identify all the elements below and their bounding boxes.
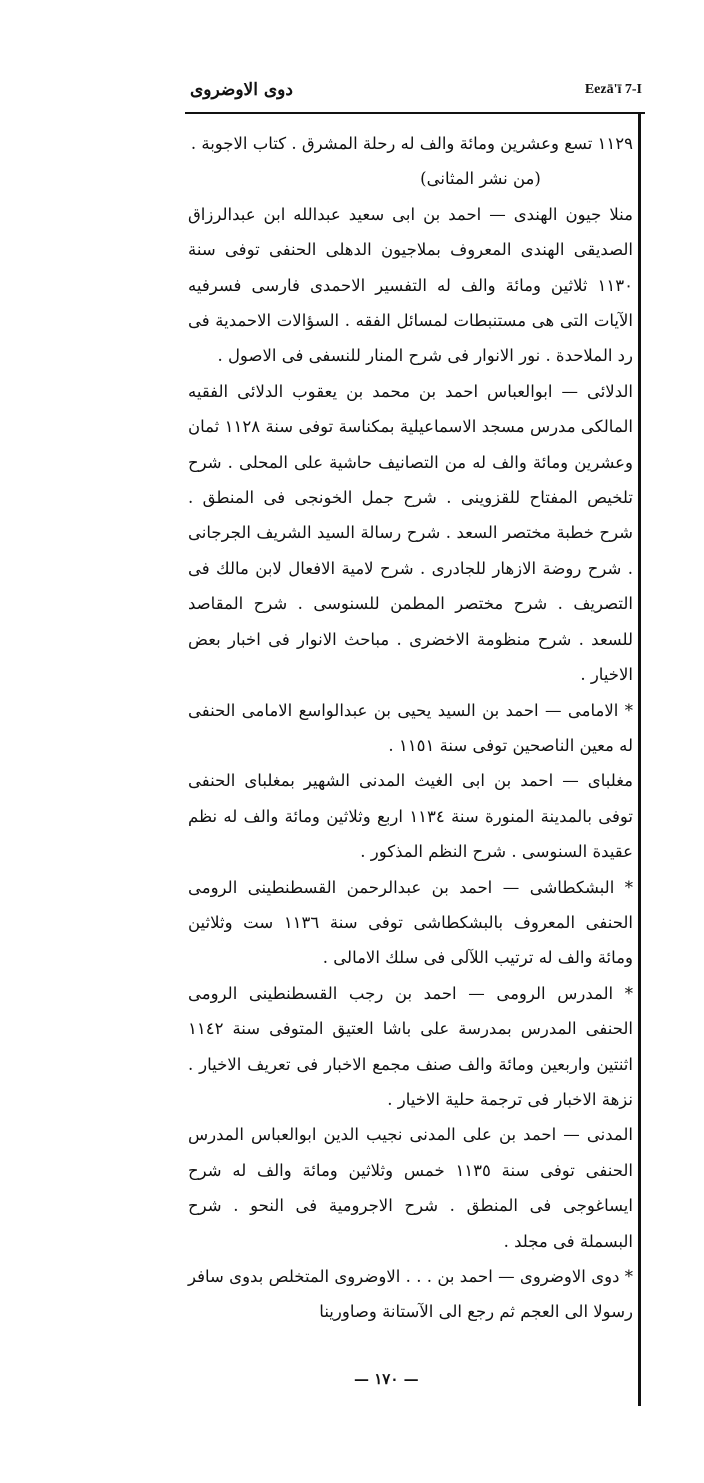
entries-text <box>188 126 633 1330</box>
page-header <box>190 80 642 108</box>
entry-paragraph: المدنى — احمد بن على المدنى نجيب الدين ابوالعباس المدرس الحنفى توفى سنة ١١٣٥ خمس وثلاثين ومائة والف له شرح ايساغوجى فى المنطق . شرح الاجرومية فى النحو . شرح البسملة فى مجلد . <box>188 1125 634 1251</box>
margin-rule <box>638 114 641 1406</box>
header-rule <box>185 112 645 114</box>
entry-paragraph: مغلباى — احمد بن ابى الغيث المدنى الشهير بمغلباى الحنفى توفى بالمدينة المنورة سنة ١١٣٤ اربع وثلاثين ومائة والف له نظم عقيدة السنوسى . شرح النظم المذكور . <box>188 771 633 862</box>
entry-paragraph: * الامامى — احمد بن السيد يحيى بن عبدالواسع الامامى الحنفى له معين الناصحين توفى سنة ١١٥١ . <box>188 700 633 755</box>
running-title: دوى الاوضروى <box>190 80 293 100</box>
page-code: Eezā'ī 7-I <box>584 82 642 97</box>
entry-paragraph: ١١٢٩ تسع وعشرين ومائة والف له رحلة المشرق . كتاب الاجوبة . <box>190 134 633 153</box>
entry-paragraph: * المدرس الرومى — احمد بن رجب القسطنطينى الرومى الحنفى المدرس بمدرسة على باشا العتيق المتوفى سنة ١١٤٢ اثنتين واربعين ومائة والف صنف مجمع الاخبار فى تعريف الاخيار . نزهة الاخبار فى ترجمة حلية الاخيار . <box>188 983 633 1109</box>
entry-paragraph: منلا جيون الهندى — احمد بن ابى سعيد عبدالله ابن عبدالرزاق الصديقى الهندى المعروف بملاجيون الدهلى الحنفى توفى سنة ١١٣٠ ثلاثين ومائة والف له التفسير الاحمدى فارسى فسرفيه الآيات التى هى مستنبطات لمسائل الفقه . السؤالات الاحمدية فى رد الملاحدة . نور الانوار فى شرح المنار للنسفى فى الاصول . <box>188 204 633 366</box>
entry-paragraph: * دوى الاوضروى — احمد بن . . . الاوضروى المتخلص بدوى سافر رسولا الى العجم ثم رجع الى الآستانة وصاورينا <box>188 1267 633 1322</box>
entry-paragraph: * البشكطاشى — احمد بن عبدالرحمن القسطنطينى الرومى الحنفى المعروف بالبشكطاشى توفى سنة ١١٣٦ ست وثلاثين ومائة والف له ترتيب اللآلى فى سلك الامالى . <box>188 877 633 968</box>
page-number: — ١٧٠ — <box>354 1370 419 1388</box>
entry-paragraph: الدلائى — ابوالعباس احمد بن محمد بن يعقوب الدلائى الفقيه المالكى مدرس مسجد الاسماعيلية بمكناسة توفى سنة ١١٢٨ ثمان وعشرين ومائة والف له من التصانيف حاشية على المحلى . شرح تلخيص المفتاح للقزوينى . شرح جمل الخونجى فى المنطق . شرح خطبة مختصر السعد . شرح رسالة السيد الشريف الجرجانى . شرح روضة الازهار للجادرى . شرح لامية الافعال لابن مالك فى التصريف . شرح مختصر المطمن للسنوسى . شرح المقاصد للسعد . شرح منظومة الاخضرى . مباحث الانوار فى اخبار بعض الاخيار . <box>188 381 633 685</box>
source-note: (من نشر المثانى) <box>420 169 541 189</box>
